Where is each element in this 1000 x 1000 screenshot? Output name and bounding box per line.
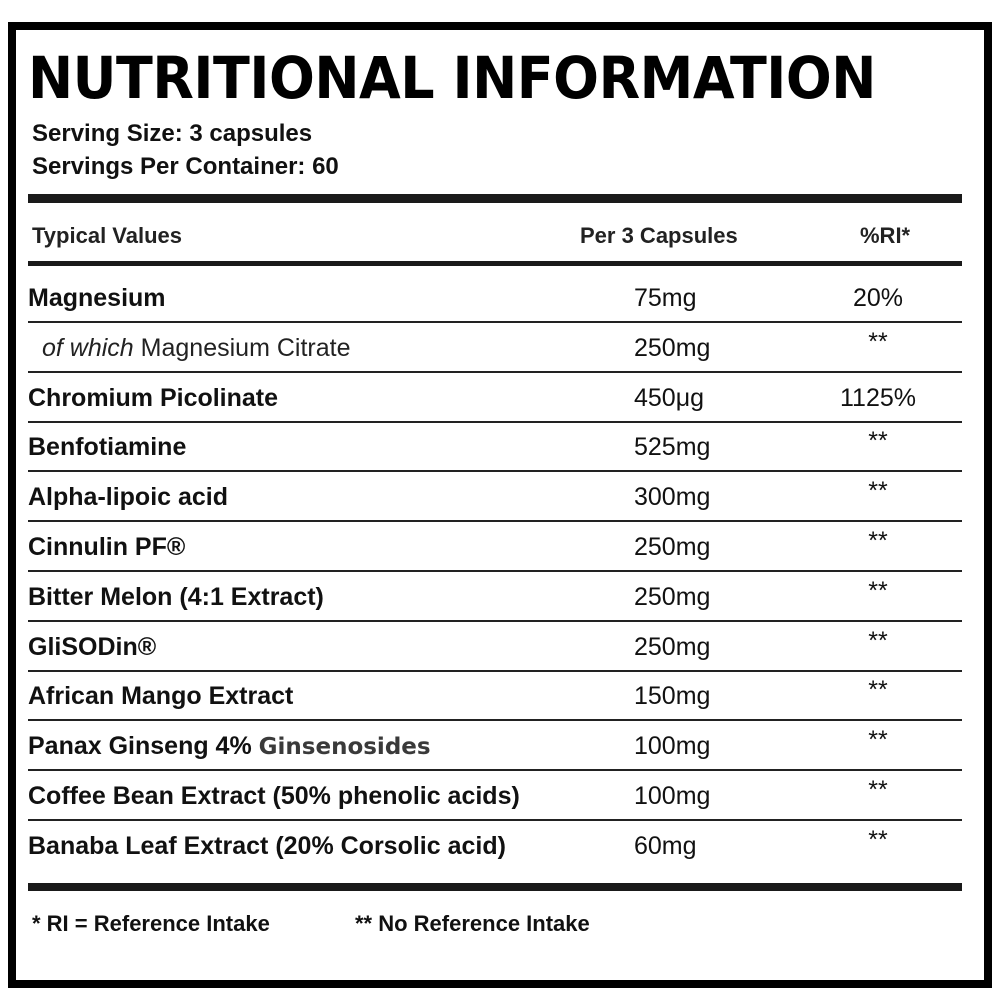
ingredient-prefix: of which bbox=[42, 333, 134, 362]
ingredient-amount: 450μg bbox=[634, 383, 705, 412]
bottom-rule bbox=[28, 883, 962, 891]
ingredient-label: Magnesium Citrate bbox=[133, 333, 351, 362]
ingredient-label: Cinnulin PF® bbox=[28, 533, 186, 561]
ingredient-label: Panax Ginseng 4% bbox=[28, 732, 259, 761]
table-row bbox=[28, 771, 962, 821]
ingredient-amount: 525mg bbox=[634, 433, 711, 462]
ingredient-label: Magnesium bbox=[28, 284, 166, 312]
ingredient-name bbox=[28, 532, 185, 562]
table-row bbox=[28, 721, 962, 771]
ingredient-name bbox=[28, 283, 166, 313]
ingredient-amount: 250mg bbox=[634, 632, 711, 661]
ingredient-name bbox=[28, 831, 506, 861]
ingredient-ri: ** bbox=[868, 427, 888, 456]
ingredient-label: Coffee Bean Extract (50% phenolic acids) bbox=[28, 782, 520, 810]
ingredient-amount: 60mg bbox=[634, 831, 697, 860]
ingredient-label: Bitter Melon (4:1 Extract) bbox=[28, 582, 324, 611]
ingredient-label: Alpha-lipoic acid bbox=[28, 483, 229, 512]
ingredient-ri: ** bbox=[868, 327, 888, 356]
table-row bbox=[28, 821, 962, 871]
servings-per-container: Servings Per Container: 60 bbox=[32, 153, 339, 180]
ingredient-suffix: Ginsenosides bbox=[258, 734, 431, 761]
table-row bbox=[28, 273, 962, 323]
ingredient-amount: 100mg bbox=[634, 732, 711, 761]
ingredient-ri: ** bbox=[868, 576, 888, 605]
ingredient-amount: 300mg bbox=[634, 483, 711, 512]
top-rule bbox=[28, 194, 962, 203]
ingredient-name bbox=[28, 632, 156, 662]
ingredient-amount: 75mg bbox=[634, 284, 697, 312]
ingredient-amount: 150mg bbox=[634, 682, 711, 711]
ingredient-label: Benfotiamine bbox=[28, 433, 187, 462]
ingredient-ri: ** bbox=[868, 626, 888, 655]
serving-size: Serving Size: 3 capsules bbox=[32, 120, 313, 147]
ingredient-name bbox=[28, 781, 520, 811]
ingredient-ri: ** bbox=[868, 527, 888, 555]
ingredient-ri: ** bbox=[868, 825, 888, 854]
footnote-ri: * RI = Reference Intake bbox=[32, 911, 270, 936]
header-rule bbox=[28, 261, 962, 266]
table-row bbox=[28, 422, 962, 472]
ingredient-name bbox=[28, 731, 431, 762]
ingredient-ri: ** bbox=[868, 676, 888, 705]
page-title: NUTRITIONAL INFORMATION bbox=[28, 44, 876, 112]
ingredient-amount: 100mg bbox=[634, 782, 711, 810]
footnote-no-ri: ** No Reference Intake bbox=[355, 911, 590, 936]
header-ri: %RI* bbox=[860, 223, 911, 248]
ingredient-name bbox=[28, 482, 228, 512]
table-row bbox=[28, 572, 962, 622]
ingredient-label: African Mango Extract bbox=[28, 682, 294, 711]
table-row bbox=[28, 671, 962, 721]
ingredient-name bbox=[28, 383, 278, 413]
ingredient-ri: 20% bbox=[852, 284, 904, 312]
ingredient-name bbox=[42, 333, 350, 363]
ingredient-name bbox=[28, 582, 324, 612]
ingredient-ri: 1125% bbox=[840, 383, 916, 412]
table-row bbox=[28, 472, 962, 522]
ingredient-ri: ** bbox=[868, 776, 888, 804]
table-row bbox=[28, 323, 962, 373]
table-row bbox=[28, 373, 962, 423]
ingredient-ri: ** bbox=[868, 726, 888, 755]
header-per-3-capsules: Per 3 Capsules bbox=[580, 223, 738, 248]
ingredient-amount: 250mg bbox=[634, 333, 711, 362]
header-typical-values: Typical Values bbox=[32, 223, 183, 248]
ingredient-amount: 250mg bbox=[634, 533, 711, 561]
table-row bbox=[28, 522, 962, 572]
ingredient-label: Banaba Leaf Extract (20% Corsolic acid) bbox=[28, 831, 506, 860]
ingredient-ri: ** bbox=[868, 477, 888, 506]
ingredient-name bbox=[28, 432, 186, 462]
ingredient-amount: 250mg bbox=[634, 582, 711, 611]
ingredient-label: Chromium Picolinate bbox=[28, 383, 279, 412]
table-row bbox=[28, 622, 962, 672]
ingredient-label: GliSODin® bbox=[28, 632, 157, 661]
ingredient-name bbox=[28, 681, 293, 711]
